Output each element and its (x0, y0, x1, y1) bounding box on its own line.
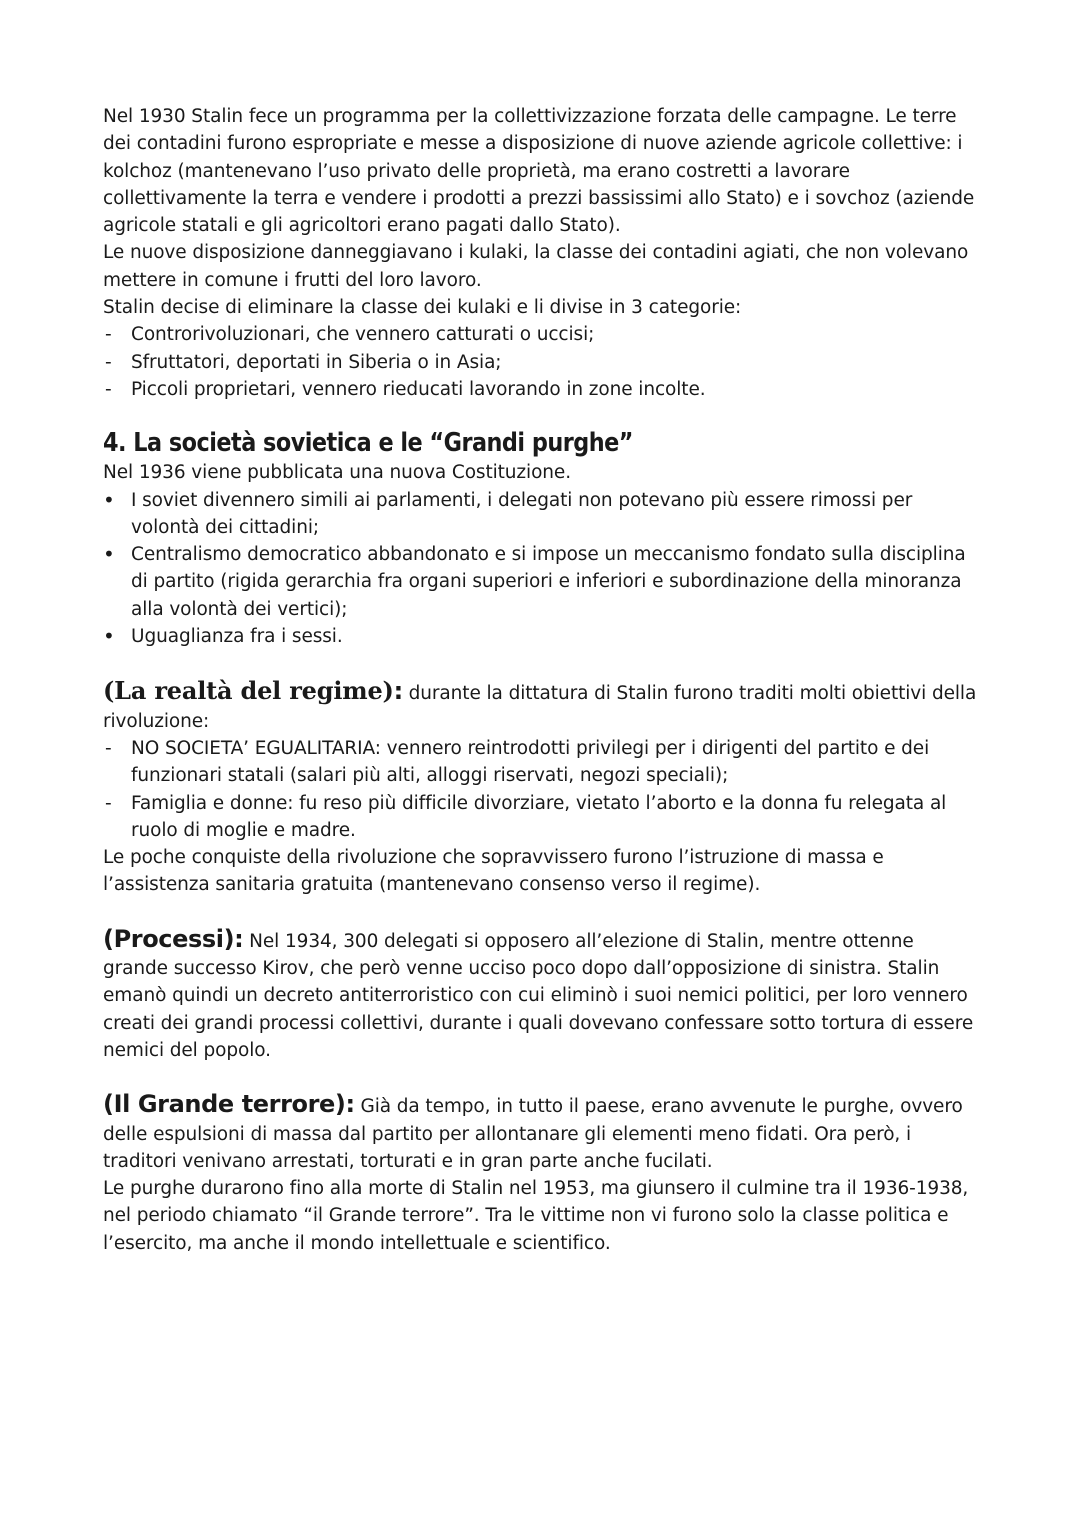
dash-marker: - (105, 351, 112, 373)
processi-text: Nel 1934, 300 delegati si opposero all’elezione di Stalin, mentre ottenne grande successo Kirov, che però venne ucciso poco dopo dall’opposizione di sinistra. Stalin emanò quindi un decreto antiterroristico con cui eliminò i suoi nemici politici, per loro vennero creati dei grandi processi collettivi, durante i quali dovevano confessare sotto tortura di essere nemici del popolo. (103, 930, 974, 1061)
dash-marker: - (105, 324, 112, 346)
section-intro: Nel 1936 viene pubblicata una nuova Costituzione. (103, 462, 571, 484)
list-item (103, 790, 978, 845)
section-heading: 4. La società sovietica e le “Grandi purghe” (103, 428, 633, 459)
dash-marker: - (105, 792, 112, 814)
list-item-text: Uguaglianza fra i sessi. (131, 626, 343, 648)
realta-paragraph (103, 677, 978, 735)
list-item-text: Controrivoluzionari, che vennero catturati o uccisi; (131, 324, 595, 346)
list-item-text: Centralismo democratico abbandonato e si impose un meccanismo fondato sulla disciplina di partito (rigida gerarchia fra organi superiori e inferiori e subordinazione della minoranza alla volontà dei vertici); (131, 544, 966, 620)
list-item-text: NO SOCIETA’ EGUALITARIA: vennero reintrodotti privilegi per i dirigenti del partito e dei funzionari statali (salari più alti, alloggi riservati, negozi speciali); (131, 737, 930, 787)
bullet-marker: • (103, 487, 115, 512)
realta-list (103, 735, 978, 844)
list-item-text: Piccoli proprietari, vennero rieducati lavorando in zone incolte. (131, 378, 706, 400)
realta-closing: Le poche conquiste della rivoluzione che sopravvissero furono l’istruzione di massa e l’assistenza sanitaria gratuita (mantenevano consenso verso il regime). (103, 847, 884, 896)
dash-marker: - (105, 737, 112, 759)
list-item (103, 623, 978, 650)
terrore-paragraph-2: Le purghe durarono fino alla morte di Stalin nel 1953, ma giunsero il culmine tra il 1936-1938, nel periodo chiamato “il Grande terrore”. Tra le vittime non vi furono solo la classe politica e l’esercito, ma anche il mondo intellettuale e scientifico. (103, 1178, 969, 1254)
processi-heading: (Processi): (103, 924, 244, 953)
list-item (103, 321, 978, 348)
list-item (103, 349, 978, 376)
list-item (103, 541, 978, 623)
terrore-paragraph (103, 1091, 978, 1175)
dash-marker: - (105, 378, 112, 400)
list-item-text: I soviet divennero simili ai parlamenti, i delegati non potevano più essere rimossi per volontà dei cittadini; (131, 489, 913, 538)
realta-colon: : (393, 677, 403, 706)
intro-paragraph: Stalin decise di eliminare la classe dei kulaki e li divise in 3 categorie: (103, 297, 742, 319)
list-item (103, 487, 978, 542)
terrore-heading: (Il Grande terrore): (103, 1090, 355, 1119)
bullet-marker: • (103, 624, 115, 649)
intro-paragraph: Le nuove disposizione danneggiavano i kulaki, la classe dei contadini agiati, che non volevano mettere in comune i frutti del loro lavoro. (103, 242, 969, 291)
terrore-text: Già da tempo, in tutto il paese, erano avvenute le purghe, ovvero delle espulsioni di massa dal partito per allontanare gli elementi meno fidati. Ora però, i traditori venivano arrestati, torturati e in gran parte anche fucilati. (103, 1096, 963, 1172)
bullet-marker: • (103, 542, 115, 567)
list-item-text: Famiglia e donne: fu reso più difficile divorziare, vietato l’aborto e la donna fu relegata al ruolo di moglie e madre. (131, 792, 947, 841)
processi-paragraph (103, 926, 978, 1064)
realta-intro: durante la dittatura di Stalin furono traditi molti obiettivi della rivoluzione: (103, 683, 977, 732)
intro-paragraph: Nel 1930 Stalin fece un programma per la collettivizzazione forzata delle campagne. Le terre dei contadini furono espropriate e messe a disposizione di nuove aziende agricole collettive: i kolchoz (mantenevano l’uso privato delle proprietà, ma erano costretti a lavorare collettivamente la terra e vendere i prodotti a prezzi bassissimi allo Stato) e i sovchoz (aziende agricole statali e gli agricoltori erano pagati dallo Stato). (103, 106, 975, 237)
list-item (103, 376, 978, 403)
kulaki-categories-list (103, 321, 978, 403)
constitution-points-list (103, 487, 978, 651)
realta-heading: (La realtà del regime) (103, 676, 394, 706)
list-item (103, 735, 978, 790)
list-item-text: Sfruttatori, deportati in Siberia o in Asia; (131, 351, 502, 373)
document-page (103, 103, 978, 1257)
